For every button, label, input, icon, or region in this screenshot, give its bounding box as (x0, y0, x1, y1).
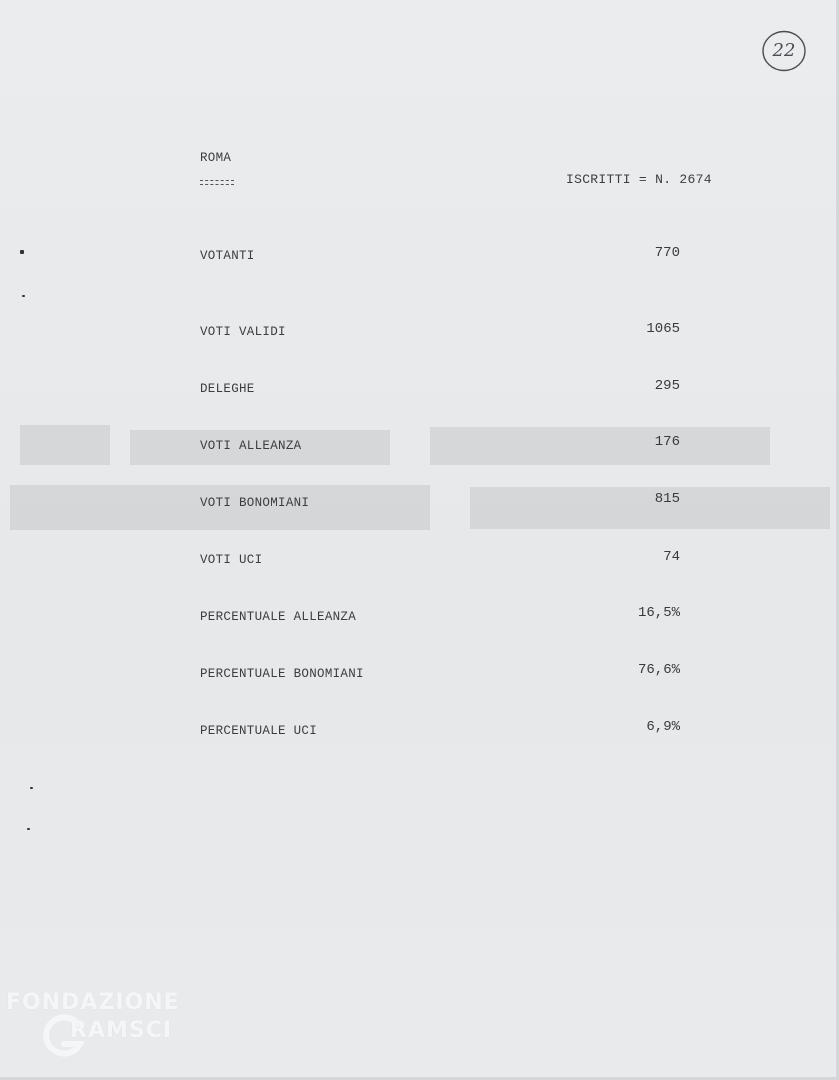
page-number-text: 22 (772, 40, 796, 61)
margin-mark (30, 787, 33, 789)
margin-mark (20, 250, 24, 254)
row-label-votanti: VOTANTI (200, 249, 255, 263)
row-value-percentuale-alleanza: 16,5% (637, 605, 680, 621)
archive-watermark (6, 990, 216, 1075)
page-number (761, 29, 807, 73)
row-value-deleghe: 295 (654, 378, 680, 394)
row-label-percentuale-bonomiani: PERCENTUALE BONOMIANI (200, 667, 364, 681)
iscritti-count: ISCRITTI = N. 2674 (566, 172, 712, 187)
show-through-text (0, 405, 839, 565)
row-label-voti-alleanza: VOTI ALLEANZA (200, 439, 302, 453)
margin-mark (27, 828, 30, 830)
row-value-percentuale-uci: 6,9% (646, 719, 680, 735)
row-value-percentuale-bonomiani: 76,6% (637, 662, 680, 678)
row-value-voti-uci: 74 (663, 549, 680, 565)
row-label-deleghe: DELEGHE (200, 382, 255, 396)
watermark-line1: FONDAZIONE (6, 990, 180, 1015)
city-heading: ROMA (200, 151, 232, 165)
row-label-percentuale-uci: PERCENTUALE UCI (200, 724, 318, 738)
row-value-votanti: 770 (654, 245, 680, 261)
watermark-line2: RAMSCI (70, 1018, 173, 1043)
row-value-voti-alleanza: 176 (654, 434, 680, 450)
row-value-voti-bonomiani: 815 (654, 491, 680, 507)
city-underline (200, 180, 234, 185)
margin-mark (22, 295, 25, 297)
row-label-voti-bonomiani: VOTI BONOMIANI (200, 496, 310, 510)
row-label-percentuale-alleanza: PERCENTUALE ALLEANZA (200, 610, 357, 624)
row-value-voti-validi: 1065 (646, 321, 680, 337)
row-label-voti-validi: VOTI VALIDI (200, 325, 286, 339)
row-label-voti-uci: VOTI UCI (200, 553, 263, 567)
